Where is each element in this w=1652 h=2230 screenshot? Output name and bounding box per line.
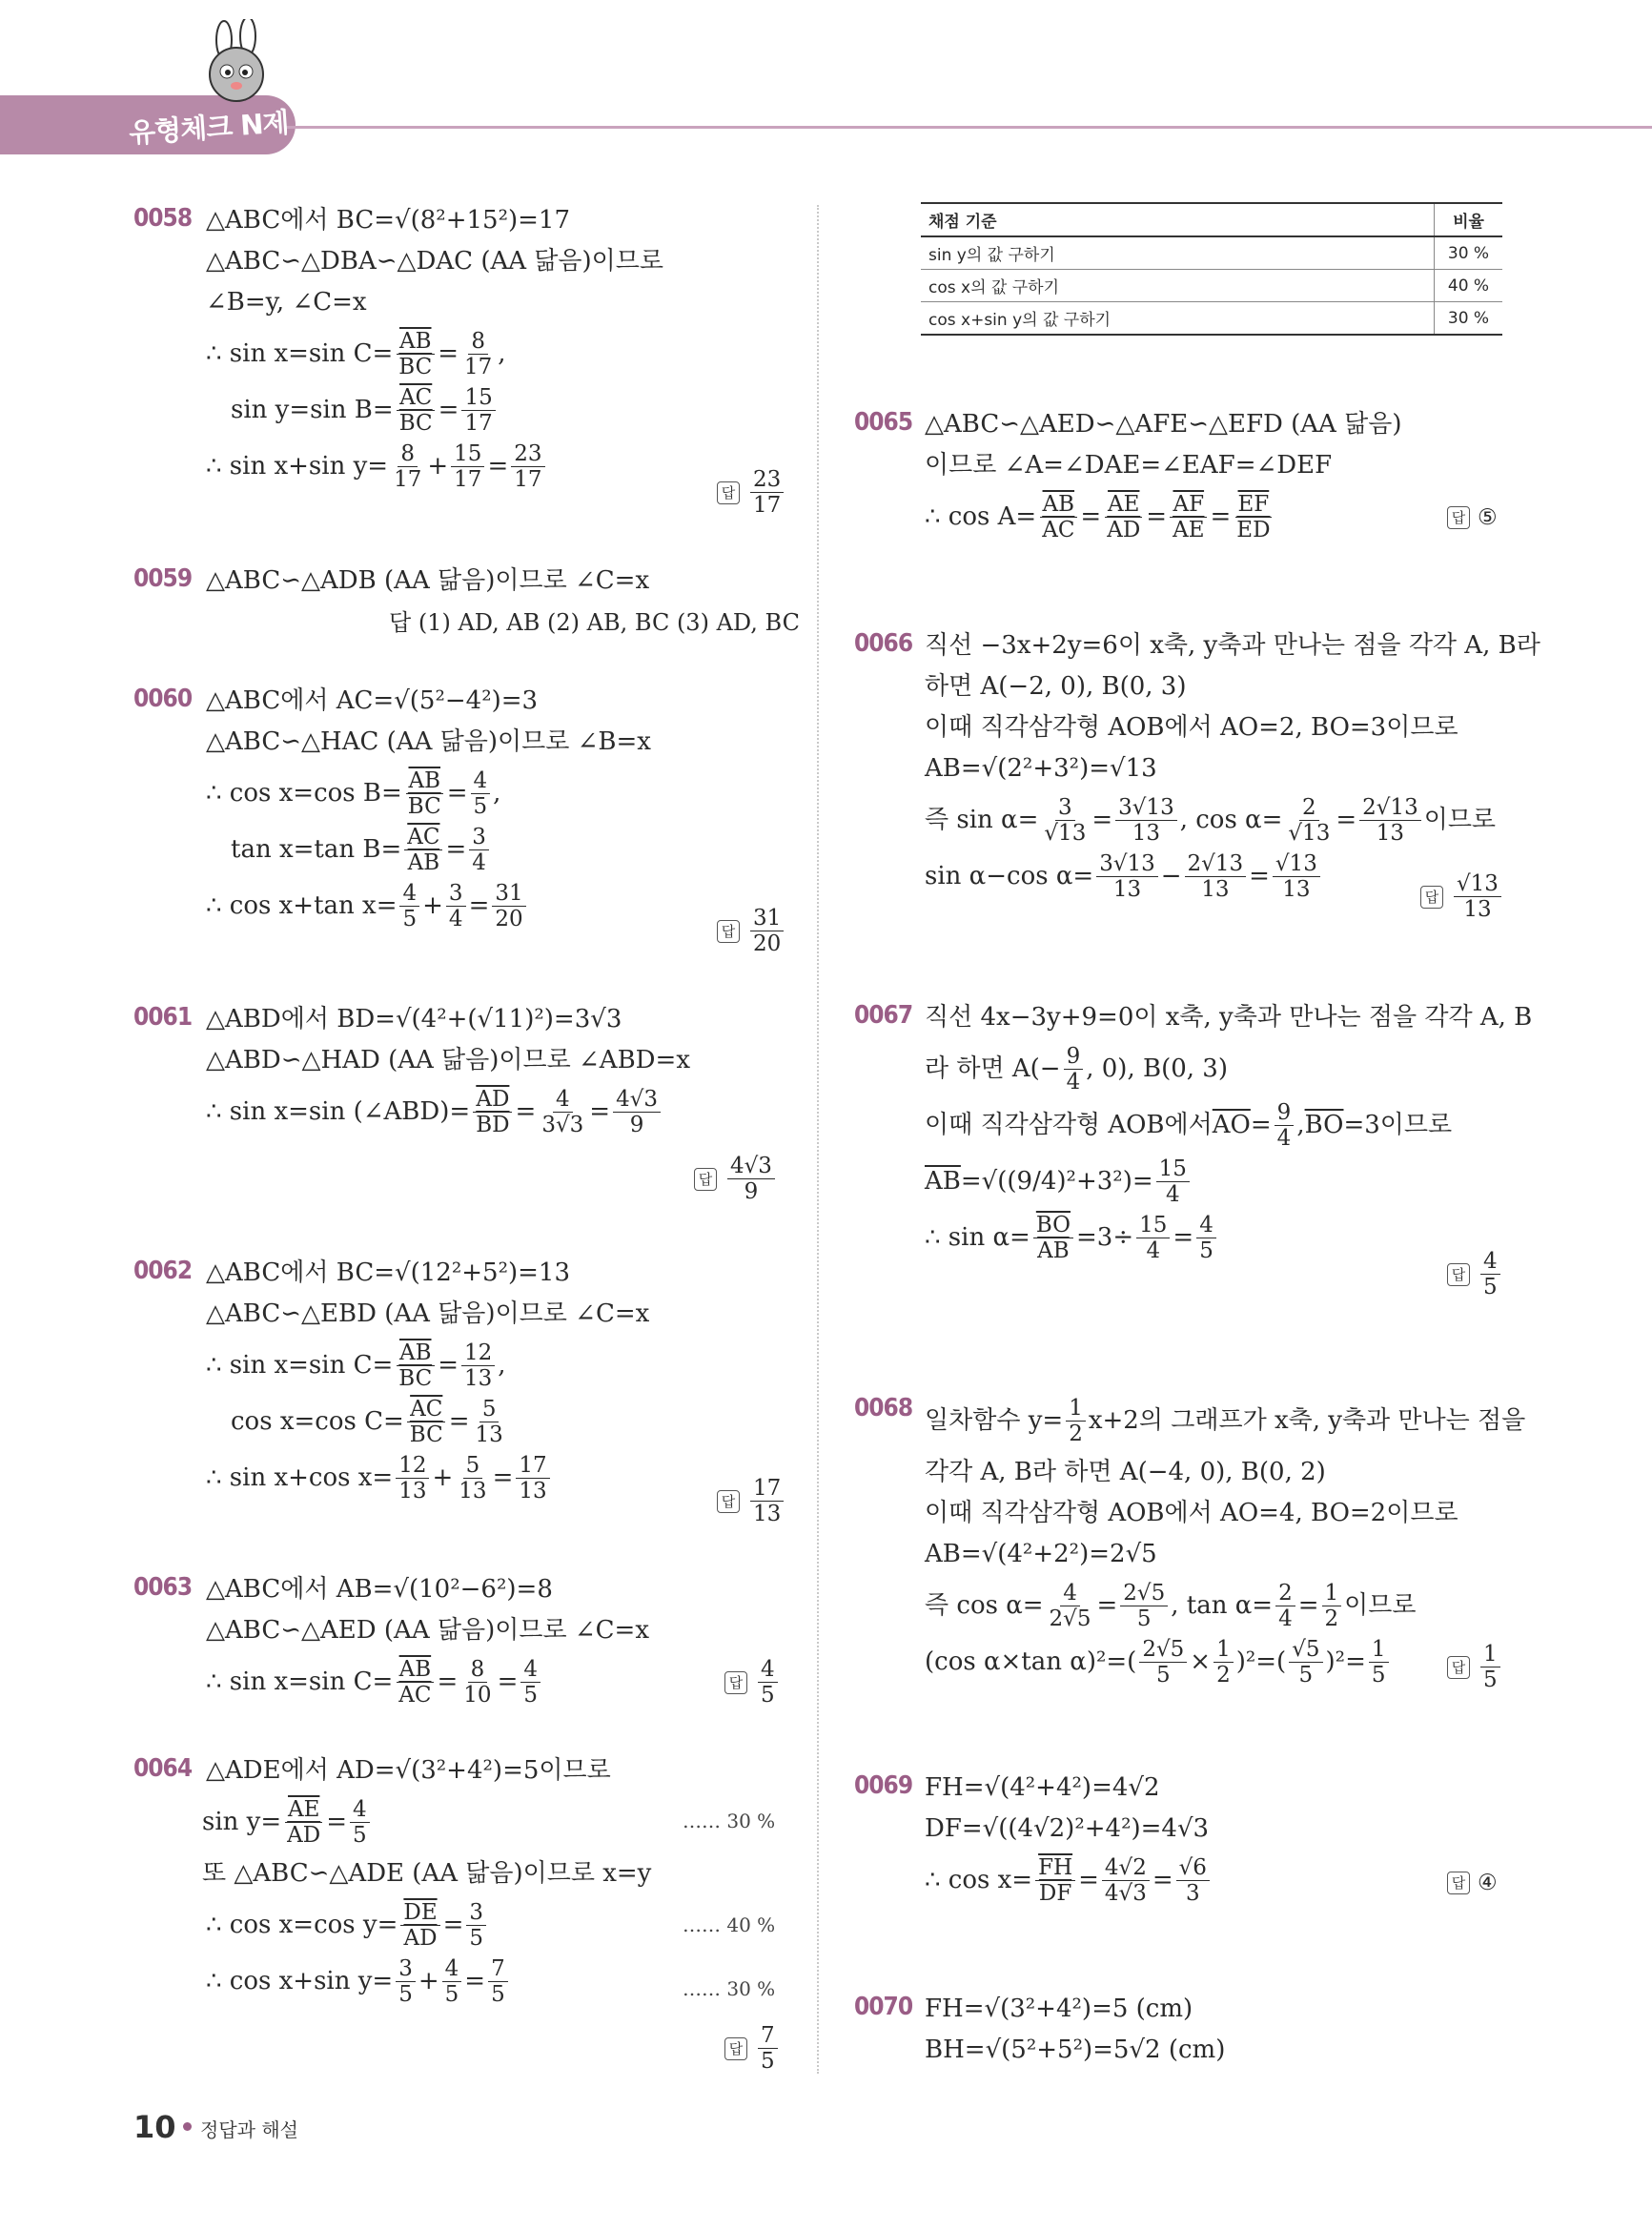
solution-line: 하면 A(−2, 0), B(0, 3) xyxy=(925,672,1187,701)
math-line: ∴ sin x=sin C= $\frac{\overline{AB}}{BC}$ = $\frac{12}{13}$ , xyxy=(206,1340,506,1391)
math-line: 이때 직각삼각형 AOB에서 $\overline{AO}$ = $\frac{9}{4}$ , $\overline{BO}$ =3이므로 xyxy=(925,1100,1453,1151)
answer: 답 ⑤ xyxy=(1447,505,1498,530)
math-line: $\overline{AB}$ =√((9/4)²+3²)= $\frac{15}{4}$ xyxy=(925,1156,1532,1207)
solution-line: △ABC∽△ADB (AA 닮음)이므로 ∠C=x xyxy=(206,566,650,595)
table-row xyxy=(921,302,1502,336)
answer: 답 $\frac{31}{20}$ xyxy=(717,906,786,956)
solution-line: BH=√(5²+5²)=5√2 (cm) xyxy=(925,2036,1226,2064)
math-line: ∴ cos x= $\frac{\overline{FH}}{DF}$ = $\frac{4√2}{4√3}$ = $\frac{√6}{3}$ xyxy=(925,1855,1213,1906)
table-cell: cos x+sin y의 값 구하기 xyxy=(921,302,1435,336)
table-row xyxy=(921,236,1502,270)
solution-line: 이므로 ∠A=∠DAE=∠EAF=∠DEF xyxy=(925,451,1333,480)
problem-number: 0069 xyxy=(854,1771,913,1800)
problem-number: 0067 xyxy=(854,1001,913,1030)
table-row xyxy=(921,270,1502,302)
score-percent: …… 40 % xyxy=(683,1913,776,1936)
solution-line: △ABC∽△AED∽△AFE∽△EFD (AA 닮음) xyxy=(925,410,1402,439)
problem-number: 0065 xyxy=(854,408,913,437)
header-title: 유형체크 N제 xyxy=(128,106,290,150)
solution-line: DF=√((4√2)²+4²)=4√3 xyxy=(925,1814,1210,1843)
table-cell: sin y의 값 구하기 xyxy=(921,236,1435,270)
problem-number: 0060 xyxy=(133,685,193,713)
scoring-table xyxy=(921,202,1502,336)
answer: 답 $\frac{4√3}{9}$ xyxy=(694,1154,778,1204)
solution-line: △ABC에서 BC=√(12²+5²)=13 xyxy=(206,1258,570,1287)
answer: 답 ④ xyxy=(1447,1871,1498,1895)
solution-line: AB=√(2²+3²)=√13 xyxy=(925,754,1157,783)
math-line: 라 하면 A(− $\frac{9}{4}$ , 0), B(0, 3) xyxy=(925,1044,1228,1095)
math-line: ∴ cos A= $\frac{\overline{AB}}{AC}$ = $\frac{\overline{AE}}{AD}$ = $\frac{\overline{AF}}{AE}$ = $\frac{\overline{EF}}{ED}$ xyxy=(925,492,1271,542)
problem-0070 xyxy=(925,1989,1225,2071)
solution-line: 또 △ABC∽△ADE (AA 닮음)이므로 x=y xyxy=(202,1859,652,1888)
footer-bullet xyxy=(183,2122,192,2131)
column-divider xyxy=(817,205,819,2074)
score-percent: …… 30 % xyxy=(683,1977,776,2000)
footer-label: 정답과 해설 xyxy=(200,2118,298,2141)
problem-number: 0058 xyxy=(133,204,193,233)
problem-0063 xyxy=(206,1569,649,1713)
solution-line: △ABD에서 BD=√(4²+(√11)²)=3√3 xyxy=(206,1005,622,1033)
solution-line: 직선 4x−3y+9=0이 x축, y축과 만나는 점을 각각 A, B xyxy=(925,1003,1533,1032)
problem-number: 0064 xyxy=(133,1754,193,1783)
solution-line: △ABC∽△EBD (AA 닮음)이므로 ∠C=x xyxy=(206,1299,650,1328)
math-line: ∴ sin α= $\frac{\overline{BO}}{AB}$ =3÷ $\frac{15}{4}$ = $\frac{4}{5}$ xyxy=(925,1213,1532,1263)
math-line: ∴ cos x+sin y= $\frac{3}{5}$ + $\frac{4}{5}$ = $\frac{7}{5}$ xyxy=(206,1956,651,2007)
problem-0066 xyxy=(925,625,1540,908)
table-cell: 40 % xyxy=(1435,270,1503,302)
table-cell: 30 % xyxy=(1435,236,1503,270)
solution-line: △ADE에서 AD=√(3²+4²)=5이므로 xyxy=(206,1756,611,1785)
solution-line: FH=√(4²+4²)=4√2 xyxy=(925,1773,1160,1802)
problem-0062 xyxy=(206,1253,649,1509)
math-line: ∴ cos x=cos B= $\frac{\overline{AB}}{BC}$ = $\frac{4}{5}$ , xyxy=(206,768,501,819)
problem-0068 xyxy=(925,1390,1525,1693)
math-line: 즉 sin α= $\frac{3}{√13}$ = $\frac{3√13}{13}$ , cos α= $\frac{2}{√13}$ = $\frac{2√13}{13}$ 이므로 xyxy=(925,795,1497,846)
problem-0069 xyxy=(925,1768,1213,1912)
score-percent: …… 30 % xyxy=(683,1810,776,1832)
problem-number: 0059 xyxy=(133,564,193,593)
solution-line: △ABC∽△HAC (AA 닮음)이므로 ∠B=x xyxy=(206,727,651,756)
math-line: 일차함수 y= $\frac{1}{2}$ x+2의 그래프가 x축, y축과 만나는 점을 xyxy=(925,1396,1526,1446)
math-line: ∴ sin x=sin (∠ABD)= $\frac{\overline{AD}}{BD}$ = $\frac{4}{3√3}$ = $\frac{4√3}{9}$ xyxy=(206,1087,690,1137)
math-line: ∴ sin x+sin y= $\frac{8}{17}$ + $\frac{15}{17}$ = $\frac{23}{17}$ xyxy=(206,441,663,492)
table-cell: 30 % xyxy=(1435,302,1503,336)
math-line: cos x=cos C= $\frac{\overline{AC}}{BC}$ = $\frac{5}{13}$ xyxy=(231,1397,503,1447)
rabbit-mascot-icon xyxy=(191,19,286,114)
math-line: sin y= $\frac{\overline{AE}}{AD}$ = $\frac{4}{5}$ xyxy=(202,1797,651,1848)
answer: 답 $\frac{1}{5}$ xyxy=(1447,1642,1503,1692)
solution-line: 직선 −3x+2y=6이 x축, y축과 만나는 점을 각각 A, B라 xyxy=(925,631,1540,660)
table-header: 비율 xyxy=(1435,203,1503,236)
solution-line: △ABD∽△HAD (AA 닮음)이므로 ∠ABD=x xyxy=(206,1046,690,1074)
problem-0060 xyxy=(206,681,651,937)
page-number: 10 xyxy=(133,2109,176,2145)
answer: 답 (1) AD, AB (2) AB, BC (3) AD, BC xyxy=(389,609,800,636)
math-line: ∴ cos x+tan x= $\frac{4}{5}$ + $\frac{3}{4}$ = $\frac{31}{20}$ xyxy=(206,881,651,931)
answer: 답 $\frac{4}{5}$ xyxy=(724,1657,781,1708)
solution-line: FH=√(3²+4²)=5 (cm) xyxy=(925,1995,1193,2023)
math-line: ∴ sin x+cos x= $\frac{12}{13}$ + $\frac{5}{13}$ = $\frac{17}{13}$ xyxy=(206,1453,649,1504)
problem-0065 xyxy=(925,404,1401,548)
solution-line: ∠B=y, ∠C=x xyxy=(206,288,367,317)
solution-line: △ABC에서 AC=√(5²−4²)=3 xyxy=(206,686,539,715)
solution-line: △ABC에서 BC=√(8²+15²)=17 xyxy=(206,206,570,235)
problem-number: 0068 xyxy=(854,1394,913,1422)
solution-line: △ABC에서 AB=√(10²−6²)=8 xyxy=(206,1575,553,1604)
header-rule xyxy=(286,126,1652,129)
math-line: sin y=sin B= $\frac{\overline{AC}}{BC}$ = $\frac{15}{17}$ xyxy=(206,385,663,436)
problem-number: 0066 xyxy=(854,629,913,658)
problem-0058 xyxy=(206,200,663,498)
table-header: 채점 기준 xyxy=(921,203,1435,236)
solution-line: 각각 A, B라 하면 A(−4, 0), B(0, 2) xyxy=(925,1458,1326,1486)
math-line: ∴ sin x=sin C= $\frac{\overline{AB}}{AC}$ = $\frac{8}{10}$ = $\frac{4}{5}$ xyxy=(206,1657,649,1708)
problem-0059 xyxy=(206,561,649,602)
math-line: sin α−cos α= $\frac{3√13}{13}$ − $\frac{2√13}{13}$ = $\frac{√13}{13}$ xyxy=(925,851,1540,902)
math-line: ∴ sin x=sin C= $\frac{\overline{AB}}{BC}$ = $\frac{8}{17}$ , xyxy=(206,329,506,379)
problem-0067 xyxy=(925,997,1532,1269)
problem-number: 0062 xyxy=(133,1257,193,1285)
answer: 답 $\frac{4}{5}$ xyxy=(1447,1249,1503,1299)
problem-number: 0070 xyxy=(854,1993,913,2021)
answer: 답 $\frac{23}{17}$ xyxy=(717,467,786,518)
answer: 답 $\frac{7}{5}$ xyxy=(724,2023,781,2074)
problem-number: 0061 xyxy=(133,1003,193,1032)
problem-number: 0063 xyxy=(133,1573,193,1602)
math-line: 즉 cos α= $\frac{4}{2√5}$ = $\frac{2√5}{5}$ , tan α= $\frac{2}{4}$ = $\frac{1}{2}$ 이므로 xyxy=(925,1581,1417,1631)
solution-line: △ABC∽△DBA∽△DAC (AA 닮음)이므로 xyxy=(206,247,664,276)
math-line: tan x=tan B= $\frac{\overline{AC}}{AB}$ = $\frac{3}{4}$ xyxy=(206,825,651,875)
answer: 답 $\frac{17}{13}$ xyxy=(717,1476,786,1526)
solution-line: AB=√(4²+2²)=2√5 xyxy=(925,1540,1157,1568)
table-cell: cos x의 값 구하기 xyxy=(921,270,1435,302)
math-line: (cos α×tan α)²=( $\frac{2√5}{5}$ × $\frac{1}{2}$ )²=( $\frac{√5}{5}$ )²= $\frac{1}{5}$ xyxy=(925,1637,1525,1688)
problem-0061 xyxy=(206,999,690,1143)
solution-line: △ABC∽△AED (AA 닮음)이므로 ∠C=x xyxy=(206,1616,649,1645)
answer: 답 $\frac{√13}{13}$ xyxy=(1420,871,1504,922)
math-line: ∴ cos x=cos y= $\frac{\overline{DE}}{AD}$ = $\frac{3}{5}$ xyxy=(206,1900,651,1951)
solution-line: 이때 직각삼각형 AOB에서 AO=2, BO=3이므로 xyxy=(925,713,1458,742)
problem-0064 xyxy=(202,1750,652,2013)
solution-line: 이때 직각삼각형 AOB에서 AO=4, BO=2이므로 xyxy=(925,1499,1458,1527)
